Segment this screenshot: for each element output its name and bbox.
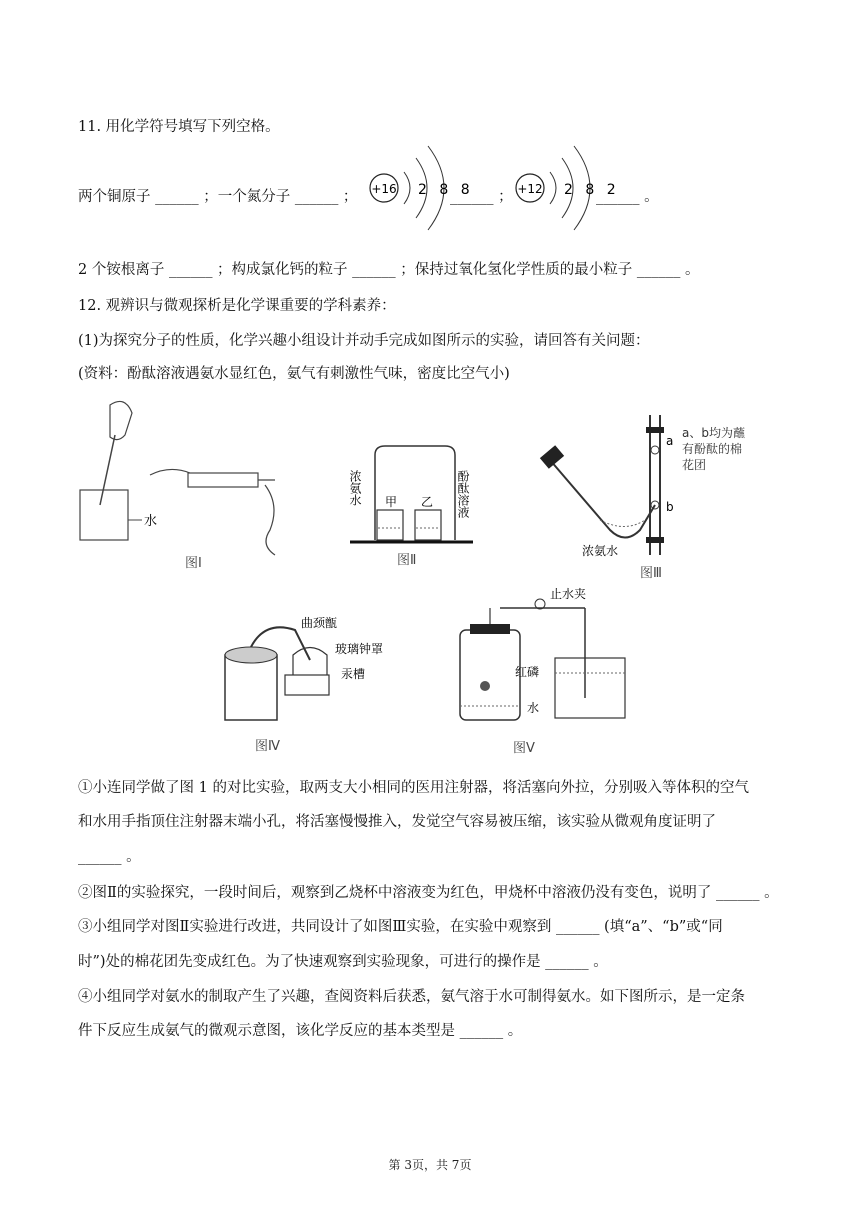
q11-title: 11. 用化学符号填写下列空格。 <box>78 119 280 135</box>
q11-row1-text-c: ______ 。 <box>596 189 659 205</box>
label-phosphorus: 红磷 <box>515 665 540 679</box>
shell-arc-1 <box>550 172 556 204</box>
beaker-jia <box>377 510 403 540</box>
label-jia: 甲 <box>385 495 398 509</box>
q12-p2: (资料：酚酞溶液遇氨水显红色，氨气有刺激性气味，密度比空气小) <box>78 366 510 382</box>
shell-electrons: 2 8 8 <box>418 182 474 198</box>
hand-left <box>150 469 190 475</box>
bell-glass <box>293 648 327 676</box>
shell-electrons: 2 8 2 <box>564 182 620 198</box>
page-footer: 第 3页，共 7页 <box>388 1158 472 1172</box>
cotton-a <box>651 446 659 454</box>
q12-p1: (1)为探究分子的性质，化学兴趣小组设计并动手完成如图所示的实验，请回答有关问题： <box>78 333 650 349</box>
question-3-line-1: ③小组同学对图Ⅱ实验进行改进，共同设计了如图Ⅲ实验，在实验中观察到 ______ (填“a”、“b”或“同 <box>78 919 723 935</box>
caption: 图Ⅴ <box>513 741 535 756</box>
label-note <box>682 425 746 505</box>
q11-row1-text-b: ______ ； <box>450 189 513 205</box>
label-clamp: 止水夹 <box>550 587 587 601</box>
question-1-line-3: ______ 。 <box>78 849 141 865</box>
label-bell: 玻璃钟罩 <box>335 642 384 656</box>
label-water: 水 <box>144 514 158 529</box>
clamp-bottom <box>646 537 664 543</box>
caption: 图Ⅰ <box>185 556 202 571</box>
figure-3 <box>530 405 780 585</box>
caption: 图Ⅱ <box>397 553 417 568</box>
figure-1 <box>70 395 300 575</box>
dropper <box>100 435 115 505</box>
figure-4 <box>215 615 425 755</box>
beaker <box>80 490 128 540</box>
label-a: a <box>666 434 674 448</box>
hand-right <box>265 485 275 555</box>
caption: 图Ⅳ <box>255 739 280 754</box>
label-phenolphthalein: 酚酞溶液 <box>456 470 470 518</box>
label-b: b <box>666 500 674 514</box>
beaker-yi <box>415 510 441 540</box>
red-phosphorus <box>480 681 490 691</box>
stopper-left <box>540 445 564 469</box>
question-4-line-1: ④小组同学对氨水的制取产生了兴趣，查阅资料后获悉，氨气溶于水可制得氨水。如下图所示，是一定条 <box>78 989 745 1005</box>
nucleus-charge: +12 <box>517 182 543 196</box>
label-water: 水 <box>527 701 540 715</box>
q12-title: 12. 观辨识与微观探析是化学课重要的学科素养： <box>78 298 396 314</box>
q11-row2: 2 个铵根离子 ______ ；构成氯化钙的粒子 ______ ；保持过氧化氢化学性质的最小粒子 ______ 。 <box>78 262 700 278</box>
label-yi: 乙 <box>421 495 434 509</box>
nucleus-charge: +16 <box>371 182 397 196</box>
syringe-body <box>188 473 258 487</box>
shell-arc-1 <box>404 172 410 204</box>
q11-row1-text-a: 两个铜原子 ______ ；一个氮分子 ______ ； <box>78 189 358 205</box>
caption: 图Ⅲ <box>640 566 662 581</box>
label-trough: 汞槽 <box>341 667 366 681</box>
label-bottom: 浓氨水 <box>582 544 619 558</box>
question-4-line-2: 件下反应生成氨气的微观示意图，该化学反应的基本类型是 ______ 。 <box>78 1023 523 1039</box>
question-1-line-2: 和水用手指顶住注射器末端小孔，将活塞慢慢推入，发觉空气容易被压缩，该实验从微观角度证明了 <box>78 814 716 830</box>
flask-base <box>225 647 277 663</box>
question-2: ②图Ⅱ的实验探究，一段时间后，观察到乙烧杯中溶液变为红色，甲烧杯中溶液仍没有变色，说明了 ______ 。 <box>78 885 779 901</box>
note-text: a、b均为蘸有酚酞的棉花团 <box>682 426 745 472</box>
figure-5 <box>455 578 665 758</box>
furnace <box>225 655 277 720</box>
hand-sketch <box>110 401 132 439</box>
beaker <box>555 658 625 718</box>
question-3-line-2: 时”)处的棉花团先变成红色。为了快速观察到实验现象，可进行的操作是 ______ 。 <box>78 954 608 970</box>
question-1-line-1: ①小连同学做了图 1 的对比实验，取两支大小相同的医用注射器，将活塞向外拉，分别吸入等体积的空气 <box>78 780 749 796</box>
stand <box>285 675 329 695</box>
v-tube <box>550 460 655 538</box>
figure-2 <box>345 440 485 570</box>
label-flask: 曲颈甑 <box>301 616 338 630</box>
label-ammonia: 浓氨水 <box>348 470 362 506</box>
clamp-top <box>646 427 664 433</box>
stopper <box>470 624 510 634</box>
